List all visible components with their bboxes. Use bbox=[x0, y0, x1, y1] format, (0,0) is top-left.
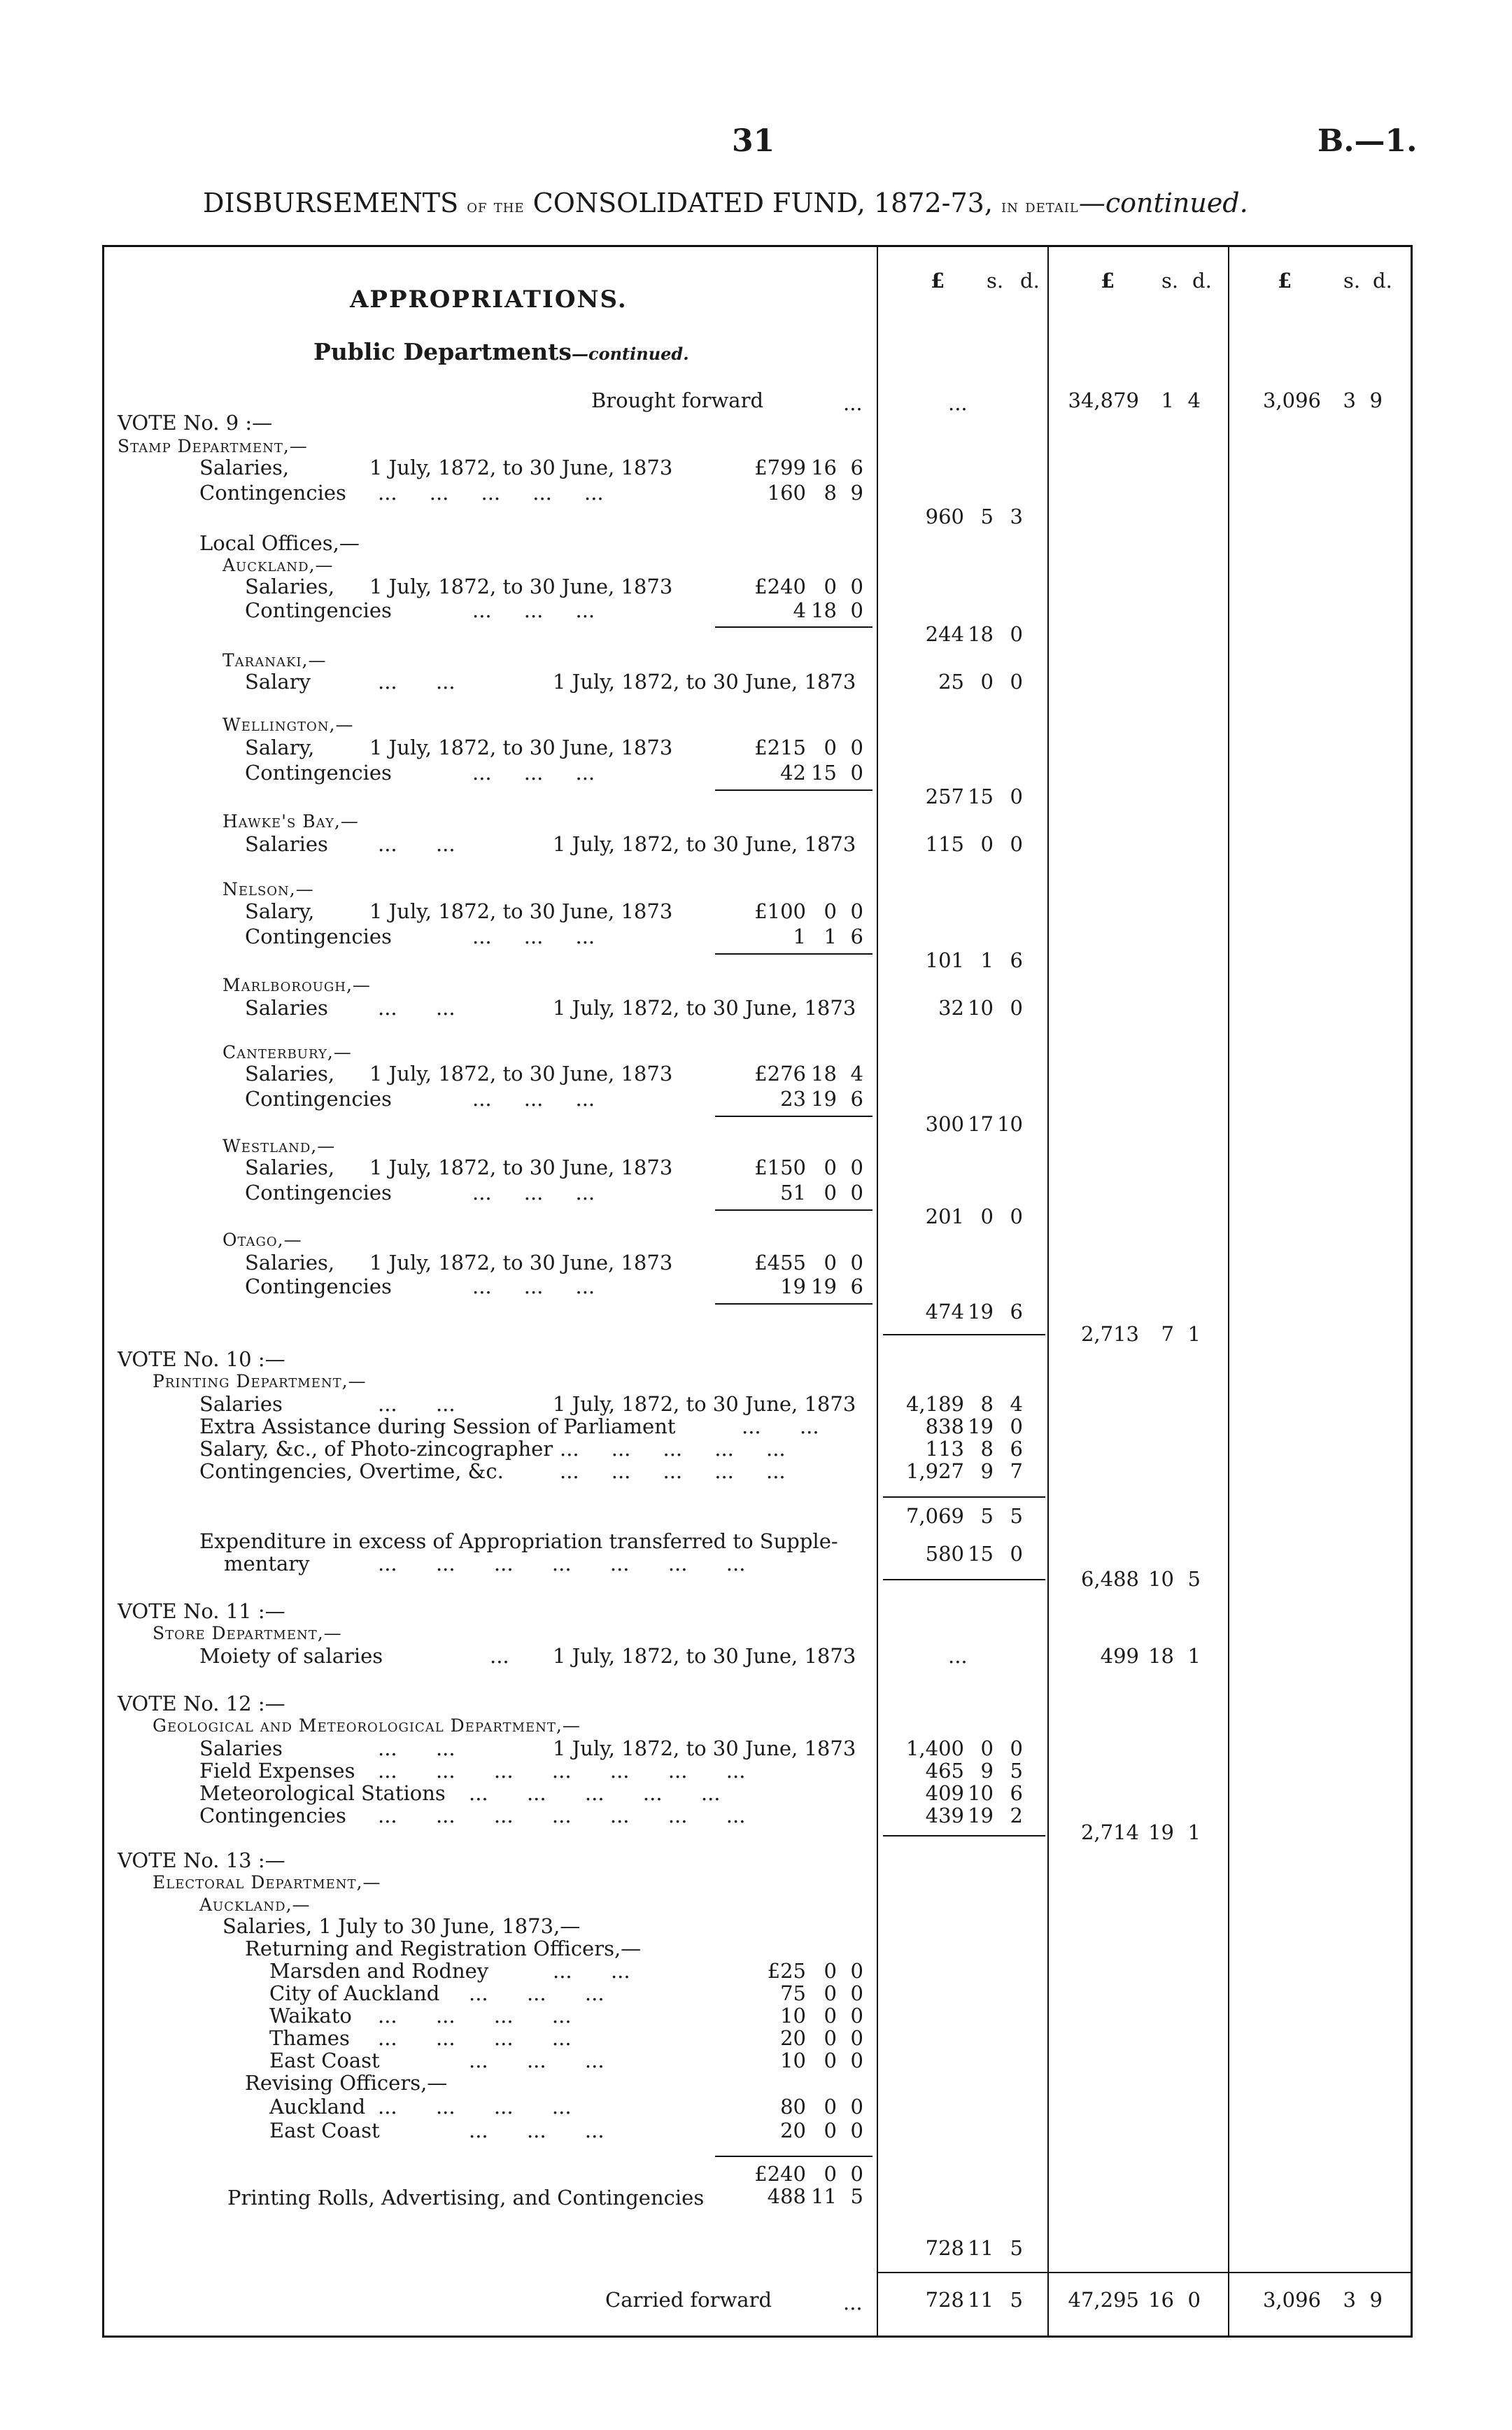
page-number: 31 bbox=[732, 123, 775, 159]
carried-forward-rule bbox=[877, 2272, 1413, 2273]
vote9-total: 2,713 7 1 bbox=[1080, 1322, 1201, 1346]
bf-col2-amount: 34,879 1 4 bbox=[1068, 388, 1201, 412]
vote12-met-amount: 409 10 6 bbox=[925, 1781, 1023, 1805]
auckland-contingencies-amount: 4 18 0 bbox=[793, 598, 863, 622]
canterbury-salaries-label: Salaries, bbox=[245, 1062, 335, 1086]
marlborough-label: Marlborough,— bbox=[222, 975, 371, 995]
vote12-met-label: Meteorological Stations bbox=[199, 1781, 446, 1805]
canterbury-salaries-amount: £276 18 4 bbox=[754, 1062, 863, 1086]
vote9-salaries-label: Salaries, bbox=[199, 456, 290, 479]
table-border-top bbox=[102, 245, 1413, 247]
cf-col1-amount: 728 11 5 bbox=[925, 2288, 1023, 2312]
dots: ... ... ... ... bbox=[378, 2095, 572, 2119]
dots: ... ... ... bbox=[472, 1181, 595, 1205]
vote10-excess-amount: 580 15 0 bbox=[925, 1542, 1023, 1566]
otago-period: 1 July, 1872, to 30 June, 1873 bbox=[369, 1251, 673, 1274]
vote13-revising-label: Revising Officers,— bbox=[245, 2071, 448, 2095]
vote13-item-amount: 10 0 0 bbox=[780, 2049, 863, 2072]
dots: ... ... ... ... bbox=[378, 2026, 572, 2050]
vote13-item-name: Marsden and Rodney bbox=[269, 1959, 489, 1983]
westland-contingencies-label: Contingencies bbox=[245, 1181, 392, 1205]
vote10-department: Printing Department,— bbox=[153, 1371, 367, 1391]
vote12-field-amount: 465 9 5 bbox=[925, 1759, 1023, 1783]
col2-pound-header: £ bbox=[1101, 269, 1115, 293]
col2-pence-header: d. bbox=[1192, 269, 1212, 293]
table-border-bottom bbox=[102, 2336, 1413, 2338]
taranaki-subtotal: 25 0 0 bbox=[938, 670, 1023, 694]
vote9-contingencies-amount: 160 8 9 bbox=[767, 481, 863, 505]
vote10-total: 6,488 10 5 bbox=[1080, 1567, 1201, 1591]
dots: ... ... ... ... ... bbox=[560, 1437, 786, 1461]
hawkes-bay-salaries-label: Salaries bbox=[245, 832, 328, 856]
vote10-photo-label: Salary, &c., of Photo-zincographer bbox=[199, 1437, 553, 1461]
vote9-period: 1 July, 1872, to 30 June, 1873 bbox=[369, 456, 673, 479]
nelson-period: 1 July, 1872, to 30 June, 1873 bbox=[369, 899, 673, 923]
table-border-left bbox=[102, 245, 104, 2338]
vote10-contingencies-amount: 1,927 9 7 bbox=[905, 1459, 1023, 1483]
vote13-item-name: Thames bbox=[269, 2026, 350, 2050]
col2-shilling-header: s. bbox=[1161, 269, 1179, 293]
marlborough-subtotal: 32 10 0 bbox=[938, 996, 1023, 1020]
dots: ... ... ... bbox=[472, 1087, 595, 1111]
otago-label: Otago,— bbox=[222, 1230, 302, 1250]
cf-col3-amount: 3,096 3 9 bbox=[1262, 2288, 1383, 2312]
vote13-item-amount: 75 0 0 bbox=[780, 1981, 863, 2005]
dots: ... ... bbox=[378, 996, 455, 1020]
cf-col2-amount: 47,295 16 0 bbox=[1068, 2288, 1201, 2312]
dots: ... bbox=[490, 1644, 509, 1668]
vote13-revising-amount: 20 0 0 bbox=[780, 2119, 863, 2142]
vote13-subtotal: 728 11 5 bbox=[925, 2236, 1023, 2260]
vote13-item-amount: 10 0 0 bbox=[780, 2004, 863, 2028]
sum-rule bbox=[715, 2156, 872, 2157]
otago-salaries-amount: £455 0 0 bbox=[754, 1251, 863, 1274]
column-divider-2 bbox=[1047, 245, 1049, 2338]
sum-rule bbox=[715, 1303, 872, 1305]
dots: ... ... bbox=[742, 1414, 819, 1438]
canterbury-contingencies-amount: 23 19 6 bbox=[780, 1087, 863, 1111]
vote12-heading: VOTE No. 12 :— bbox=[118, 1692, 285, 1715]
vote13-revising-amount: 80 0 0 bbox=[780, 2095, 863, 2119]
vote13-revising-name: East Coast bbox=[269, 2119, 380, 2142]
dots: ... ... ... bbox=[472, 761, 595, 785]
canterbury-period: 1 July, 1872, to 30 June, 1873 bbox=[369, 1062, 673, 1086]
col1-pence-header: d. bbox=[1020, 269, 1040, 293]
vote10-salaries-amount: 4,189 8 4 bbox=[905, 1392, 1023, 1416]
vote10-extra-amount: 838 19 0 bbox=[925, 1414, 1023, 1438]
vote10-sum: 7,069 5 5 bbox=[905, 1504, 1023, 1528]
vote13-item-name: City of Auckland bbox=[269, 1981, 440, 2005]
auckland-salaries-label: Salaries, bbox=[245, 575, 335, 598]
sum-rule bbox=[883, 1496, 1045, 1498]
canterbury-subtotal: 300 17 10 bbox=[925, 1112, 1023, 1136]
dots: ... ... ... ... ... ... ... bbox=[378, 1759, 746, 1783]
dots: ... ... bbox=[378, 670, 455, 694]
dots: ... ... ... bbox=[469, 2119, 605, 2142]
westland-label: Westland,— bbox=[222, 1136, 336, 1156]
vote9-department: Stamp Department,— bbox=[118, 436, 308, 456]
vote12-field-label: Field Expenses bbox=[199, 1759, 355, 1783]
vote12-period: 1 July, 1872, to 30 June, 1873 bbox=[553, 1736, 856, 1760]
sum-rule bbox=[715, 953, 872, 955]
westland-period: 1 July, 1872, to 30 June, 1873 bbox=[369, 1156, 673, 1179]
vote9-heading: VOTE No. 9 :— bbox=[118, 411, 273, 435]
col3-pound-header: £ bbox=[1278, 269, 1292, 293]
dots: ... ... bbox=[378, 1392, 455, 1416]
vote9-subtotal: 960 5 3 bbox=[925, 505, 1023, 528]
vote13-salaries-label: Salaries, 1 July to 30 June, 1873,— bbox=[222, 1914, 581, 1938]
sum-rule bbox=[715, 1209, 872, 1211]
vote13-auckland-label: Auckland,— bbox=[199, 1895, 311, 1915]
column-divider-3 bbox=[1228, 245, 1229, 2338]
auckland-salaries-amount: £240 0 0 bbox=[754, 575, 863, 598]
taranaki-period: 1 July, 1872, to 30 June, 1873 bbox=[553, 670, 856, 694]
col3-shilling-header: s. bbox=[1343, 269, 1361, 293]
westland-salaries-label: Salaries, bbox=[245, 1156, 335, 1179]
dots: ... ... bbox=[378, 1736, 455, 1760]
vote11-department: Store Department,— bbox=[153, 1623, 342, 1643]
vote13-revising-name: Auckland bbox=[269, 2095, 366, 2119]
vote10-period: 1 July, 1872, to 30 June, 1873 bbox=[553, 1392, 856, 1416]
vote11-heading: VOTE No. 11 :— bbox=[118, 1599, 285, 1623]
dots: ... ... ... bbox=[469, 1981, 605, 2005]
sum-rule bbox=[883, 1835, 1045, 1836]
wellington-salary-amount: £215 0 0 bbox=[754, 736, 863, 759]
section-title: APPROPRIATIONS. bbox=[350, 286, 628, 314]
canterbury-label: Canterbury,— bbox=[222, 1042, 352, 1062]
vote10-excess-label-1: Expenditure in excess of Appropriation transferred to Supple- bbox=[199, 1529, 838, 1553]
nelson-contingencies-amount: 1 1 6 bbox=[793, 925, 863, 948]
bf-col3-amount: 3,096 3 9 bbox=[1262, 388, 1383, 412]
nelson-label: Nelson,— bbox=[222, 879, 314, 899]
vote13-item-name: Waikato bbox=[269, 2004, 352, 2028]
auckland-contingencies-label: Contingencies bbox=[245, 598, 392, 622]
taranaki-salary-label: Salary bbox=[245, 670, 311, 694]
vote10-excess-label-2: mentary bbox=[224, 1552, 310, 1575]
local-offices-label: Local Offices,— bbox=[199, 531, 360, 555]
col3-pence-header: d. bbox=[1373, 269, 1392, 293]
vote11-moiety-label: Moiety of salaries bbox=[199, 1644, 383, 1668]
dots: ... bbox=[843, 2291, 863, 2315]
vote13-printing-amount: 488 11 5 bbox=[767, 2184, 863, 2208]
dots: ... ... ... ... ... bbox=[560, 1459, 786, 1483]
wellington-salary-label: Salary, bbox=[245, 736, 315, 759]
wellington-contingencies-amount: 42 15 0 bbox=[780, 761, 863, 785]
vote10-extra-label: Extra Assistance during Session of Parliament bbox=[199, 1414, 676, 1438]
wellington-contingencies-label: Contingencies bbox=[245, 761, 392, 785]
taranaki-label: Taranaki,— bbox=[222, 650, 327, 670]
nelson-subtotal: 101 1 6 bbox=[925, 948, 1023, 972]
hawkes-bay-label: Hawke's Bay,— bbox=[222, 811, 359, 831]
vote12-contingencies-amount: 439 19 2 bbox=[925, 1804, 1023, 1827]
column-divider-1 bbox=[877, 245, 878, 2338]
sum-rule bbox=[715, 626, 872, 628]
vote12-salaries-label: Salaries bbox=[199, 1736, 283, 1760]
canterbury-contingencies-label: Contingencies bbox=[245, 1087, 392, 1111]
vote13-printing-label: Printing Rolls, Advertising, and Contingencies bbox=[227, 2186, 705, 2210]
vote13-sum: £240 0 0 bbox=[754, 2162, 863, 2186]
auckland-label: Auckland,— bbox=[222, 555, 334, 575]
vote12-contingencies-label: Contingencies bbox=[199, 1804, 346, 1827]
westland-contingencies-amount: 51 0 0 bbox=[780, 1181, 863, 1205]
auckland-period: 1 July, 1872, to 30 June, 1873 bbox=[369, 575, 673, 598]
sum-rule bbox=[715, 789, 872, 791]
dots: ... ... bbox=[378, 832, 455, 856]
dots: ... ... ... ... ... ... ... bbox=[378, 1552, 746, 1575]
vote10-heading: VOTE No. 10 :— bbox=[118, 1347, 285, 1371]
vote10-salaries-label: Salaries bbox=[199, 1392, 283, 1416]
vote13-item-name: East Coast bbox=[269, 2049, 380, 2072]
document-code: B.—1. bbox=[1317, 123, 1418, 159]
nelson-salary-amount: £100 0 0 bbox=[754, 899, 863, 923]
vote12-salaries-amount: 1,400 0 0 bbox=[905, 1736, 1023, 1760]
vote11-col1-value: ... bbox=[948, 1644, 968, 1668]
westland-salaries-amount: £150 0 0 bbox=[754, 1156, 863, 1179]
wellington-period: 1 July, 1872, to 30 June, 1873 bbox=[369, 736, 673, 759]
dots: ... ... ... ... ... ... ... bbox=[378, 1804, 746, 1827]
otago-contingencies-label: Contingencies bbox=[245, 1274, 392, 1298]
vote13-item-amount: 20 0 0 bbox=[780, 2026, 863, 2050]
bf-col1-value: ... bbox=[948, 391, 968, 415]
sum-rule bbox=[883, 1579, 1045, 1580]
vote10-contingencies-label: Contingencies, Overtime, &c. bbox=[199, 1459, 504, 1483]
westland-subtotal: 201 0 0 bbox=[925, 1205, 1023, 1228]
hawkes-bay-subtotal: 115 0 0 bbox=[925, 832, 1023, 856]
sum-rule bbox=[715, 1116, 872, 1117]
otago-contingencies-amount: 19 19 6 bbox=[780, 1274, 863, 1298]
dots: ... ... ... ... ... bbox=[469, 1781, 721, 1805]
wellington-subtotal: 257 15 0 bbox=[925, 785, 1023, 808]
wellington-label: Wellington,— bbox=[222, 715, 354, 735]
table-border-right bbox=[1411, 245, 1413, 2338]
dots: ... ... ... ... ... bbox=[378, 481, 604, 505]
dots: ... ... ... bbox=[469, 2049, 605, 2072]
vote10-photo-amount: 113 8 6 bbox=[925, 1437, 1023, 1461]
brought-forward-label: Brought forward bbox=[591, 388, 764, 412]
sum-rule bbox=[883, 1334, 1045, 1335]
dots: ... ... ... bbox=[472, 1274, 595, 1298]
page-title: DISBURSEMENTS of the CONSOLIDATED FUND, 1872-73, in detail—continued. bbox=[203, 188, 1248, 218]
marlborough-period: 1 July, 1872, to 30 June, 1873 bbox=[553, 996, 856, 1020]
vote13-heading: VOTE No. 13 :— bbox=[118, 1848, 285, 1872]
vote11-total: 499 18 1 bbox=[1100, 1644, 1201, 1668]
vote13-returning-label: Returning and Registration Officers,— bbox=[245, 1937, 642, 1960]
carried-forward-label: Carried forward bbox=[605, 2288, 772, 2312]
marlborough-salaries-label: Salaries bbox=[245, 996, 328, 1020]
hawkes-bay-period: 1 July, 1872, to 30 June, 1873 bbox=[553, 832, 856, 856]
dots: ... bbox=[843, 391, 863, 415]
vote13-department: Electoral Department,— bbox=[153, 1872, 381, 1892]
auckland-subtotal: 244 18 0 bbox=[925, 622, 1023, 646]
vote9-salaries-amount: £799 16 6 bbox=[754, 456, 863, 479]
section-subtitle: Public Departments—continued. bbox=[313, 338, 689, 365]
vote11-period: 1 July, 1872, to 30 June, 1873 bbox=[553, 1644, 856, 1668]
otago-subtotal: 474 19 6 bbox=[925, 1300, 1023, 1323]
dots: ... ... ... bbox=[472, 925, 595, 948]
col1-shilling-header: s. bbox=[987, 269, 1004, 293]
vote13-item-amount: £25 0 0 bbox=[767, 1959, 863, 1983]
dots: ... ... ... ... bbox=[378, 2004, 572, 2028]
otago-salaries-label: Salaries, bbox=[245, 1251, 335, 1274]
dots: ... ... bbox=[553, 1959, 630, 1983]
dots: ... ... ... bbox=[472, 598, 595, 622]
vote12-department: Geological and Meteorological Department,— bbox=[153, 1715, 581, 1736]
vote9-contingencies-label: Contingencies bbox=[199, 481, 346, 505]
col1-pound-header: £ bbox=[931, 269, 945, 293]
vote12-total: 2,714 19 1 bbox=[1080, 1820, 1201, 1844]
nelson-contingencies-label: Contingencies bbox=[245, 925, 392, 948]
nelson-salary-label: Salary, bbox=[245, 899, 315, 923]
